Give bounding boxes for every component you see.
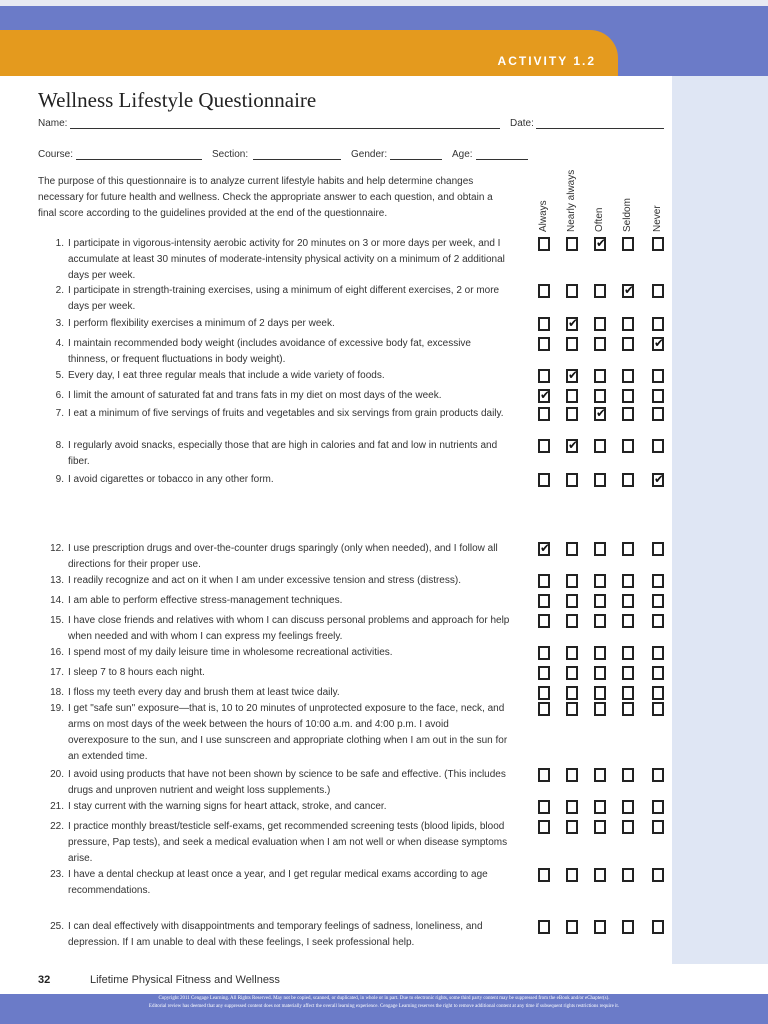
- question-row: [52, 336, 512, 368]
- column-header-seldom: Seldom: [622, 198, 633, 232]
- question-number: 15.: [50, 615, 64, 626]
- question-number: 12.: [50, 543, 64, 554]
- course-field[interactable]: [76, 159, 202, 160]
- answer-checkbox-always[interactable]: [538, 868, 550, 882]
- right-margin-panel: [672, 76, 768, 964]
- answer-checkbox-often[interactable]: [594, 574, 606, 588]
- answer-checkbox-never[interactable]: [652, 542, 664, 556]
- answer-checkbox-seldom[interactable]: [622, 868, 634, 882]
- answer-checkbox-always[interactable]: [538, 686, 550, 700]
- answer-checkbox-never[interactable]: [652, 646, 664, 660]
- question-row: [52, 701, 512, 765]
- question-number: 25.: [50, 921, 64, 932]
- question-number: 20.: [50, 769, 64, 780]
- question-text: I regularly avoid snacks, especially those that are high in calories and fat and low in nutrients and fiber.: [68, 440, 498, 467]
- answer-checkbox-often[interactable]: [594, 284, 606, 298]
- question-row: [52, 541, 512, 573]
- answer-checkbox-always[interactable]: [538, 666, 550, 680]
- section-field[interactable]: [253, 159, 341, 160]
- answer-checkbox-always[interactable]: [538, 284, 550, 298]
- answer-checkbox-often[interactable]: [594, 820, 606, 834]
- question-text: I get "safe sun" exposure—that is, 10 to 20 minutes of unprotected exposure to the face, neck, and arms on most days of the week between the hours of 10:00 a.m. and 4:00 p.m. I avoid overexposure to the sun, and I use sunscreen and appropriate clothing when I am out in the sun for an extended time.: [68, 703, 508, 762]
- question-number: 5.: [55, 370, 64, 381]
- answer-checkbox-never[interactable]: [652, 594, 664, 608]
- answer-checkbox-seldom[interactable]: [622, 407, 634, 421]
- answer-checkbox-nearly-always[interactable]: [566, 594, 578, 608]
- answer-checkbox-seldom[interactable]: [622, 369, 634, 383]
- answer-checkbox-seldom[interactable]: [622, 702, 634, 716]
- date-field[interactable]: [536, 128, 664, 129]
- question-text: I can deal effectively with disappointments and temporary feelings of sadness, loneliness, and depression. If I am unable to deal with these feelings, I seek professional help.: [68, 921, 483, 948]
- answer-checkbox-seldom[interactable]: [622, 646, 634, 660]
- answer-checkbox-always[interactable]: [538, 369, 550, 383]
- answer-checkbox-nearly-always[interactable]: [566, 868, 578, 882]
- answer-checkbox-nearly-always[interactable]: [566, 284, 578, 298]
- answer-checkbox-nearly-always[interactable]: [566, 768, 578, 782]
- question-number: 9.: [55, 474, 64, 485]
- answer-checkbox-nearly-always[interactable]: [566, 389, 578, 403]
- answer-checkbox-often[interactable]: [594, 389, 606, 403]
- answer-checkbox-nearly-always[interactable]: [566, 820, 578, 834]
- question-row: [52, 685, 512, 701]
- answer-checkbox-nearly-always[interactable]: [566, 702, 578, 716]
- answer-checkbox-seldom[interactable]: [622, 666, 634, 680]
- question-text: I floss my teeth every day and brush them at least twice daily.: [68, 687, 340, 698]
- answer-checkbox-seldom[interactable]: [622, 337, 634, 351]
- answer-checkbox-often[interactable]: [594, 237, 606, 251]
- question-number: 19.: [50, 703, 64, 714]
- question-row: [52, 316, 512, 332]
- question-row: [52, 406, 512, 422]
- question-row: [52, 472, 512, 488]
- answer-checkbox-often[interactable]: [594, 666, 606, 680]
- answer-checkbox-never[interactable]: [652, 574, 664, 588]
- answer-checkbox-never[interactable]: [652, 369, 664, 383]
- answer-checkbox-seldom[interactable]: [622, 686, 634, 700]
- question-text: I maintain recommended body weight (includes avoidance of excessive body fat, excessive thinness, or frequent fluctuations in body weight).: [68, 338, 471, 365]
- answer-checkbox-always[interactable]: [538, 920, 550, 934]
- answer-checkbox-always[interactable]: [538, 389, 550, 403]
- answer-checkbox-seldom[interactable]: [622, 542, 634, 556]
- name-label: Name:: [38, 118, 68, 129]
- answer-checkbox-always[interactable]: [538, 768, 550, 782]
- question-row: [52, 819, 512, 867]
- answer-checkbox-always[interactable]: [538, 542, 550, 556]
- answer-checkbox-always[interactable]: [538, 820, 550, 834]
- question-text: I have a dental checkup at least once a year, and I get regular medical exams according to age recommendations.: [68, 869, 488, 896]
- answer-checkbox-never[interactable]: [652, 439, 664, 453]
- form-title: Wellness Lifestyle Questionnaire: [38, 88, 317, 112]
- answer-checkbox-never[interactable]: [652, 820, 664, 834]
- question-text: I avoid using products that have not been shown by science to be safe and effective. (This includes drugs and unproven nutrient and weight loss supplements.): [68, 769, 506, 796]
- answer-checkbox-often[interactable]: [594, 686, 606, 700]
- answer-checkbox-always[interactable]: [538, 337, 550, 351]
- answer-checkbox-always[interactable]: [538, 439, 550, 453]
- answer-checkbox-often[interactable]: [594, 439, 606, 453]
- copyright-notice: [0, 995, 768, 1011]
- answer-checkbox-seldom[interactable]: [622, 389, 634, 403]
- question-row: [52, 388, 512, 404]
- question-number: 16.: [50, 647, 64, 658]
- answer-checkbox-seldom[interactable]: [622, 574, 634, 588]
- question-number: 1.: [55, 238, 64, 249]
- question-number: 2.: [55, 285, 64, 296]
- answer-checkbox-nearly-always[interactable]: [566, 800, 578, 814]
- answer-checkbox-nearly-always[interactable]: [566, 337, 578, 351]
- question-number: 3.: [55, 318, 64, 329]
- answer-checkbox-never[interactable]: [652, 317, 664, 331]
- answer-checkbox-nearly-always[interactable]: [566, 473, 578, 487]
- question-text: I participate in strength-training exercises, using a minimum of eight different exercises, 2 or more days per week.: [68, 285, 500, 312]
- top-band: [0, 0, 768, 6]
- question-number: 6.: [55, 390, 64, 401]
- question-text: I participate in vigorous-intensity aerobic activity for 20 minutes on 3 or more days per week, and I accumulate at least 30 minutes of moderate-intensity physical activity on a minimum of 2 additional days per week.: [68, 238, 505, 281]
- answer-checkbox-seldom[interactable]: [622, 473, 634, 487]
- name-field[interactable]: [70, 128, 500, 129]
- question-row: [52, 438, 512, 470]
- course-label: Course:: [38, 149, 74, 160]
- question-number: 4.: [55, 338, 64, 349]
- question-number: 22.: [50, 821, 64, 832]
- answer-checkbox-often[interactable]: [594, 868, 606, 882]
- answer-checkbox-often[interactable]: [594, 646, 606, 660]
- question-number: 8.: [55, 440, 64, 451]
- answer-checkbox-never[interactable]: [652, 337, 664, 351]
- question-text: Every day, I eat three regular meals that include a wide variety of foods.: [68, 370, 385, 381]
- answer-checkbox-always[interactable]: [538, 407, 550, 421]
- activity-banner: [0, 30, 618, 76]
- question-text: I readily recognize and act on it when I am under excessive tension and stress (distress).: [68, 575, 461, 586]
- answer-checkbox-often[interactable]: [594, 407, 606, 421]
- question-number: 13.: [50, 575, 64, 586]
- answer-checkbox-nearly-always[interactable]: [566, 614, 578, 628]
- answer-checkbox-nearly-always[interactable]: [566, 317, 578, 331]
- question-text: I spend most of my daily leisure time in wholesome recreational activities.: [68, 647, 393, 658]
- question-row: [52, 283, 512, 315]
- question-text: I am able to perform effective stress-management techniques.: [68, 595, 343, 606]
- question-row: [52, 799, 512, 815]
- question-row: [52, 665, 512, 681]
- question-number: 21.: [50, 801, 64, 812]
- answer-checkbox-often[interactable]: [594, 594, 606, 608]
- copyright-line-1: Copyright 2011 Cengage Learning. All Rights Reserved. May not be copied, scanned, or duplicated, in whole or in part. Due to electronic rights, some third party content may be suppressed from the eBook and/or eChapter(s).: [158, 996, 610, 1001]
- question-text: I sleep 7 to 8 hours each night.: [68, 667, 205, 678]
- answer-checkbox-always[interactable]: [538, 702, 550, 716]
- intro-text: The purpose of this questionnaire is to analyze current lifestyle habits and help determine changes necessary for future health and wellness. Check the appropriate answer to each question, and obtain a final score according to the guidelines provided at the end of the questionnaire.: [38, 176, 493, 219]
- question-number: 18.: [50, 687, 64, 698]
- answer-checkbox-always[interactable]: [538, 237, 550, 251]
- question-row: [52, 867, 512, 899]
- question-text: I perform flexibility exercises a minimum of 2 days per week.: [68, 318, 335, 329]
- answer-checkbox-seldom[interactable]: [622, 920, 634, 934]
- question-row: [52, 573, 512, 589]
- question-row: [52, 767, 512, 799]
- answer-checkbox-often[interactable]: [594, 337, 606, 351]
- answer-checkbox-seldom[interactable]: [622, 800, 634, 814]
- answer-checkbox-never[interactable]: [652, 389, 664, 403]
- answer-checkbox-seldom[interactable]: [622, 317, 634, 331]
- answer-checkbox-often[interactable]: [594, 473, 606, 487]
- question-row: [52, 645, 512, 661]
- column-header-nearly-always: Nearly always: [566, 169, 577, 232]
- gender-label: Gender:: [351, 149, 388, 160]
- answer-checkbox-often[interactable]: [594, 614, 606, 628]
- answer-checkbox-seldom[interactable]: [622, 284, 634, 298]
- question-row: [52, 919, 512, 951]
- answer-checkbox-always[interactable]: [538, 574, 550, 588]
- answer-checkbox-seldom[interactable]: [622, 439, 634, 453]
- answer-checkbox-never[interactable]: [652, 237, 664, 251]
- question-text: I avoid cigarettes or tobacco in any other form.: [68, 474, 274, 485]
- question-text: I use prescription drugs and over-the-counter drugs sparingly (only when needed), and I follow all directions for their proper use.: [68, 543, 498, 570]
- answer-checkbox-nearly-always[interactable]: [566, 646, 578, 660]
- copyright-line-2: Editorial review has deemed that any suppressed content does not materially affect the overall learning experience. Cengage Learning reserves the right to remove additional content at any time if subsequent rights restrictions require it.: [148, 1004, 620, 1009]
- question-row: [52, 368, 512, 384]
- question-row: [52, 613, 512, 645]
- answer-checkbox-always[interactable]: [538, 646, 550, 660]
- question-text: I limit the amount of saturated fat and trans fats in my diet on most days of the week.: [68, 390, 442, 401]
- answer-checkbox-nearly-always[interactable]: [566, 666, 578, 680]
- answer-checkbox-always[interactable]: [538, 317, 550, 331]
- question-text: I stay current with the warning signs for heart attack, stroke, and cancer.: [68, 801, 387, 812]
- answer-checkbox-seldom[interactable]: [622, 614, 634, 628]
- question-row: [52, 236, 512, 284]
- answer-checkbox-always[interactable]: [538, 800, 550, 814]
- answer-checkbox-never[interactable]: [652, 473, 664, 487]
- answer-checkbox-nearly-always[interactable]: [566, 920, 578, 934]
- answer-checkbox-nearly-always[interactable]: [566, 574, 578, 588]
- page-number: 32: [38, 974, 51, 986]
- answer-checkbox-always[interactable]: [538, 473, 550, 487]
- answer-checkbox-nearly-always[interactable]: [566, 369, 578, 383]
- answer-checkbox-never[interactable]: [652, 768, 664, 782]
- answer-checkbox-never[interactable]: [652, 407, 664, 421]
- answer-checkbox-never[interactable]: [652, 920, 664, 934]
- answer-checkbox-often[interactable]: [594, 768, 606, 782]
- answer-checkbox-always[interactable]: [538, 594, 550, 608]
- answer-checkbox-seldom[interactable]: [622, 594, 634, 608]
- answer-checkbox-seldom[interactable]: [622, 820, 634, 834]
- question-number: 17.: [50, 667, 64, 678]
- answer-checkbox-never[interactable]: [652, 800, 664, 814]
- answer-checkbox-often[interactable]: [594, 542, 606, 556]
- answer-checkbox-never[interactable]: [652, 614, 664, 628]
- question-text: I eat a minimum of five servings of fruits and vegetables and six servings from grain products daily.: [68, 408, 504, 419]
- question-row: [52, 593, 512, 609]
- book-title: Lifetime Physical Fitness and Wellness: [90, 974, 280, 986]
- answer-checkbox-often[interactable]: [594, 800, 606, 814]
- question-number: 14.: [50, 595, 64, 606]
- answer-checkbox-nearly-always[interactable]: [566, 237, 578, 251]
- answer-checkbox-never[interactable]: [652, 702, 664, 716]
- answer-checkbox-often[interactable]: [594, 317, 606, 331]
- answer-checkbox-often[interactable]: [594, 369, 606, 383]
- answer-checkbox-nearly-always[interactable]: [566, 407, 578, 421]
- answer-checkbox-often[interactable]: [594, 702, 606, 716]
- answer-checkbox-never[interactable]: [652, 666, 664, 680]
- question-number: 23.: [50, 869, 64, 880]
- activity-label: ACTIVITY 1.2: [497, 54, 596, 68]
- answer-checkbox-never[interactable]: [652, 868, 664, 882]
- answer-checkbox-seldom[interactable]: [622, 237, 634, 251]
- answer-checkbox-nearly-always[interactable]: [566, 686, 578, 700]
- column-header-never: Never: [652, 205, 663, 232]
- answer-checkbox-never[interactable]: [652, 284, 664, 298]
- column-header-often: Often: [594, 207, 605, 232]
- section-label: Section:: [212, 149, 249, 160]
- answer-checkbox-nearly-always[interactable]: [566, 439, 578, 453]
- answer-checkbox-nearly-always[interactable]: [566, 542, 578, 556]
- question-text: I practice monthly breast/testicle self-exams, get recommended screening tests (blood lipids, blood pressure, Pap tests), and seek a medical evaluation when I am not well or when disease symptoms arise.: [68, 821, 508, 864]
- question-number: 7.: [55, 408, 64, 419]
- gender-field[interactable]: [390, 159, 442, 160]
- age-label: Age:: [452, 149, 473, 160]
- answer-checkbox-always[interactable]: [538, 614, 550, 628]
- answer-checkbox-often[interactable]: [594, 920, 606, 934]
- answer-checkbox-never[interactable]: [652, 686, 664, 700]
- answer-checkbox-seldom[interactable]: [622, 768, 634, 782]
- question-text: I have close friends and relatives with whom I can discuss personal problems and approach for help when needed and with whom I can express my feelings freely.: [68, 615, 510, 642]
- age-field[interactable]: [476, 159, 528, 160]
- date-label: Date:: [510, 118, 534, 129]
- column-header-always: Always: [538, 200, 549, 232]
